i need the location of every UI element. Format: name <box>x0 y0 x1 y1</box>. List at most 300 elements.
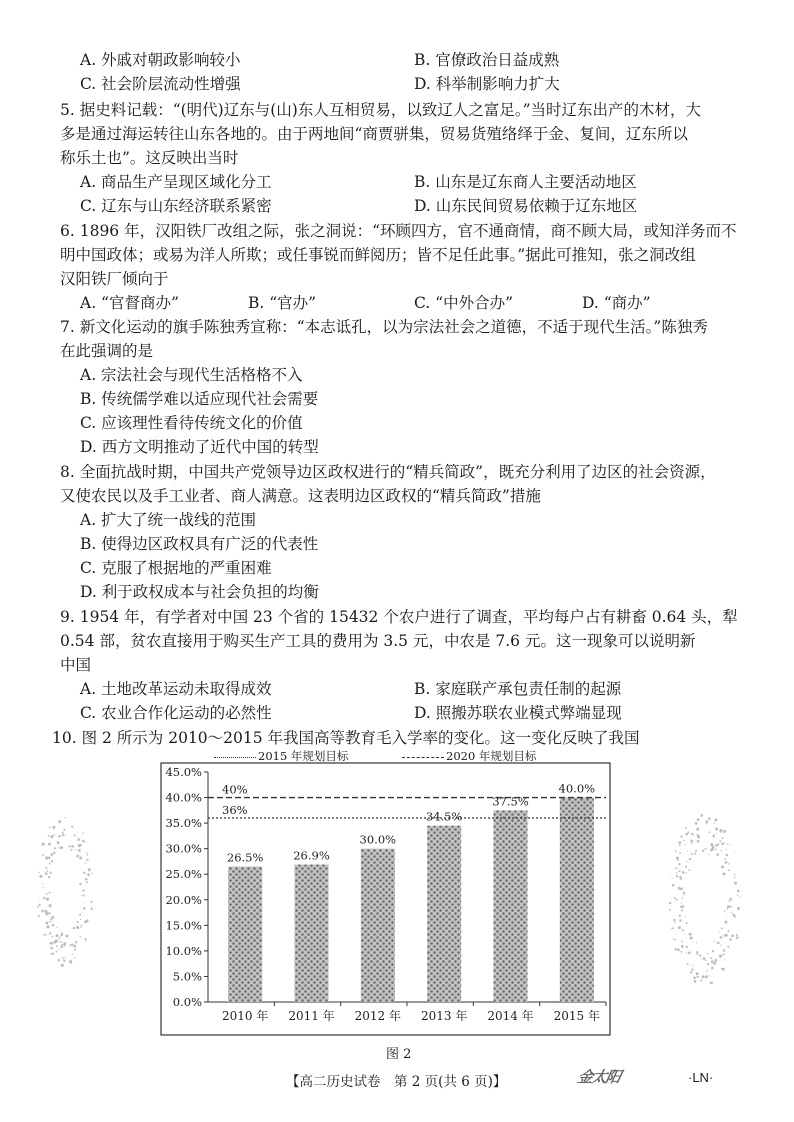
noise-dot <box>687 861 688 862</box>
noise-dot <box>53 834 55 836</box>
noise-dot <box>46 898 49 901</box>
noise-dot <box>62 832 64 834</box>
x-tick-label: 2010 年 <box>221 1009 269 1023</box>
noise-dot <box>41 910 44 913</box>
noise-dot <box>728 900 730 902</box>
y-tick-label: 35.0% <box>165 816 202 831</box>
q4-option-b: B. 官僚政治日益成熟 <box>414 51 560 69</box>
noise-dot <box>50 835 53 838</box>
bar <box>295 865 329 1002</box>
noise-dot <box>81 895 83 897</box>
bar-value-label: 34.5% <box>425 809 463 824</box>
noise-dot <box>80 919 81 920</box>
noise-dot <box>690 840 693 843</box>
region-code: ·LN· <box>688 1070 714 1085</box>
bar <box>361 849 395 1002</box>
noise-dot <box>74 835 76 837</box>
q6-stem-line-3: 汉阳铁厂倾向于 <box>60 270 169 288</box>
noise-dot <box>669 902 671 904</box>
y-tick-label: 15.0% <box>165 918 202 933</box>
noise-dot <box>725 854 728 857</box>
noise-dot <box>740 896 741 897</box>
noise-dot <box>71 849 73 851</box>
noise-dot <box>78 839 80 841</box>
noise-dot <box>720 936 723 939</box>
noise-dot <box>683 839 685 841</box>
noise-dot <box>698 827 699 828</box>
enrollment-rate-chart <box>160 762 612 1038</box>
page-footer: 【高二历史试卷 第 2 页(共 6 页)】 <box>286 1074 507 1090</box>
noise-dot <box>691 853 693 855</box>
noise-dot <box>724 858 726 860</box>
noise-dot <box>48 856 51 859</box>
noise-dot <box>690 937 693 940</box>
noise-dot <box>52 826 55 829</box>
noise-dot <box>714 959 717 962</box>
noise-dot <box>678 926 681 929</box>
noise-dot <box>719 955 722 958</box>
noise-dot <box>727 930 729 932</box>
figure-caption: 图 2 <box>386 1047 412 1062</box>
noise-dot <box>80 926 81 927</box>
bar-value-label: 37.5% <box>492 794 529 809</box>
noise-dot <box>720 945 721 946</box>
noise-dot <box>734 882 737 885</box>
noise-dot <box>676 875 678 877</box>
noise-dot <box>49 904 52 907</box>
noise-dot <box>696 942 697 943</box>
noise-dot <box>46 867 48 869</box>
publisher-logo: 金太阳 <box>575 1068 622 1086</box>
noise-dot <box>676 857 679 860</box>
noise-dot <box>75 941 77 943</box>
noise-dot <box>56 945 58 947</box>
noise-dot <box>58 959 60 961</box>
q9-stem-line-2: 0.54 部，贫农直接用于购买生产工具的费用为 3.5 元，中农是 7.6 元。这一现象可以说明新 <box>60 632 696 650</box>
noise-dot <box>84 895 86 897</box>
noise-dot <box>710 843 713 846</box>
q5-option-c: C. 辽东与山东经济联系紧密 <box>80 197 272 215</box>
noise-dot <box>60 946 63 949</box>
noise-dot <box>681 909 683 911</box>
x-tick-label: 2013 年 <box>420 1009 468 1023</box>
noise-dot <box>46 893 48 895</box>
noise-dot <box>691 969 693 971</box>
noise-dot <box>725 934 728 937</box>
noise-dot <box>696 953 698 955</box>
noise-dot <box>729 898 732 901</box>
noise-dot <box>677 949 680 952</box>
noise-dot <box>737 894 738 895</box>
noise-dot <box>90 907 92 909</box>
q9-option-d: D. 照搬苏联农业模式弊端显现 <box>414 704 622 722</box>
noise-dot <box>700 814 703 817</box>
noise-dot <box>85 842 86 843</box>
legend-label-2020: 2020 年规划目标 <box>446 749 537 763</box>
noise-dot <box>683 892 685 894</box>
noise-dot <box>716 833 717 834</box>
noise-dot <box>681 902 682 903</box>
noise-dot <box>684 933 685 934</box>
noise-dot <box>53 852 56 855</box>
noise-dot <box>731 912 732 913</box>
noise-dot <box>680 835 682 837</box>
noise-dot <box>38 915 40 917</box>
noise-dot <box>70 944 71 945</box>
noise-dot <box>63 942 66 945</box>
noise-dot <box>705 975 708 978</box>
noise-dot <box>721 866 724 869</box>
noise-dot <box>674 897 676 899</box>
noise-dot <box>84 938 86 940</box>
q6-option-c: C. “中外合办” <box>414 294 514 312</box>
noise-dot <box>85 941 86 942</box>
noise-dot <box>730 905 732 907</box>
noise-dot <box>79 844 82 847</box>
noise-dot <box>58 820 61 823</box>
noise-dot <box>65 934 68 937</box>
noise-dot <box>43 897 45 899</box>
noise-dot <box>729 863 730 864</box>
q6-stem-line-2: 明中国政体；或易为洋人所欺；或任事锐而鲜阅历；皆不足任此事。”据此可推知，张之洞改组 <box>60 246 696 264</box>
noise-dot <box>682 871 685 874</box>
noise-dot <box>83 889 85 891</box>
q7-option-b: B. 传统儒学难以适应现代社会需要 <box>80 390 319 408</box>
noise-dot <box>699 954 701 956</box>
noise-dot <box>50 921 51 922</box>
q4-option-a: A. 外戚对朝政影响较小 <box>80 51 241 69</box>
noise-dot <box>700 958 701 959</box>
noise-dot <box>710 848 713 851</box>
noise-dot <box>82 832 84 834</box>
noise-dot <box>724 959 725 960</box>
noise-dot <box>720 831 722 833</box>
noise-dot <box>719 932 720 933</box>
noise-dot <box>685 844 686 845</box>
noise-dot <box>682 897 683 898</box>
y-tick-label: 10.0% <box>165 943 202 958</box>
noise-dot <box>688 951 691 954</box>
noise-dot <box>58 938 59 939</box>
noise-dot <box>682 905 685 908</box>
noise-dot <box>686 922 688 924</box>
noise-dot <box>706 820 709 823</box>
q9-stem-line-1: 9. 1954 年，有学者对中国 23 个省的 15432 个农户进行了调查，平均每户占有耕畜 0.64 头，犁 <box>60 608 738 626</box>
noise-dot <box>88 868 91 871</box>
reference-line-label: 40% <box>222 782 248 797</box>
noise-dot <box>688 869 690 871</box>
noise-dot <box>676 872 678 874</box>
noise-dot <box>673 919 675 921</box>
noise-dot <box>79 914 81 916</box>
noise-dot <box>69 960 72 963</box>
noise-dot <box>727 946 729 948</box>
noise-dot <box>712 950 714 952</box>
q6-option-d: D. “商办” <box>582 294 651 312</box>
noise-dot <box>58 847 59 848</box>
noise-dot <box>82 840 85 843</box>
x-tick-label: 2011 年 <box>288 1009 335 1023</box>
noise-dot <box>702 975 705 978</box>
noise-dot <box>694 980 697 983</box>
noise-dot <box>74 849 75 850</box>
q5-option-b: B. 山东是辽东商人主要活动地区 <box>414 173 637 191</box>
noise-dot <box>683 887 684 888</box>
noise-dot <box>706 823 708 825</box>
noise-dot <box>693 834 694 835</box>
noise-dot <box>48 835 50 837</box>
noise-dot <box>58 939 59 940</box>
noise-dot <box>79 883 82 886</box>
noise-dot <box>87 854 89 856</box>
noise-dot <box>722 837 724 839</box>
noise-dot <box>38 872 40 874</box>
noise-dot <box>697 818 700 821</box>
noise-dot <box>77 840 78 841</box>
noise-dot <box>70 963 71 964</box>
q10-stem-line-1: 10. 图 2 所示为 2010～2015 年我国高等教育毛入学率的变化。这一变化反映了我国 <box>52 729 640 747</box>
q8-option-d: D. 利于政权成本与社会负担的均衡 <box>80 583 319 601</box>
bar <box>560 798 594 1002</box>
noise-dot <box>727 905 730 908</box>
bar-value-label: 40.0% <box>558 781 596 796</box>
legend-dotted-line <box>214 757 256 758</box>
noise-dot <box>687 851 688 852</box>
noise-dot <box>707 963 709 965</box>
noise-dot <box>679 888 681 890</box>
y-tick-label: 45.0% <box>165 765 202 779</box>
noise-dot <box>696 951 698 953</box>
noise-dot <box>59 936 60 937</box>
noise-dot <box>708 975 709 976</box>
noise-dot <box>74 957 75 958</box>
q6-stem-line-1: 6. 1896 年，汉阳铁厂改组之际，张之洞说：“环顾四方，官不通商情，商不顾大局，或知洋务而不 <box>60 222 737 240</box>
noise-dot <box>687 832 689 834</box>
y-tick-label: 40.0% <box>165 790 202 805</box>
noise-dot <box>51 942 54 945</box>
noise-dot <box>58 949 59 950</box>
noise-dot <box>725 861 728 864</box>
x-tick-label: 2012 年 <box>354 1009 402 1023</box>
q7-option-a: A. 宗法社会与现代生活格格不入 <box>80 366 303 384</box>
noise-dot <box>45 922 48 925</box>
noise-dot <box>727 843 728 844</box>
noise-dot <box>692 965 693 966</box>
noise-dot <box>731 934 734 937</box>
q9-stem-line-3: 中国 <box>60 656 92 674</box>
noise-dot <box>60 846 63 849</box>
q7-option-c: C. 应该理性看待传统文化的价值 <box>80 414 303 432</box>
noise-dot <box>56 927 57 928</box>
noise-dot <box>45 872 48 875</box>
noise-dot <box>49 922 50 923</box>
noise-dot <box>675 850 677 852</box>
noise-dot <box>80 936 81 937</box>
y-tick-label: 30.0% <box>165 841 202 856</box>
noise-dot <box>669 909 671 911</box>
x-tick-label: 2015 年 <box>553 1009 601 1023</box>
noise-dot <box>695 850 697 852</box>
noise-dot <box>81 925 83 927</box>
noise-dot <box>680 878 682 880</box>
noise-dot <box>51 860 53 862</box>
noise-dot <box>85 862 86 863</box>
noise-dot <box>81 912 82 913</box>
noise-dot <box>76 926 79 929</box>
noise-dot <box>48 912 50 914</box>
noise-dot <box>674 948 676 950</box>
noise-dot <box>736 934 738 936</box>
noise-dot <box>711 967 714 970</box>
noise-dot <box>737 907 740 910</box>
noise-dot <box>83 871 85 873</box>
noise-dot <box>674 922 675 923</box>
noise-dot <box>734 915 736 917</box>
noise-dot <box>86 859 88 861</box>
noise-dot <box>46 870 48 872</box>
q8-stem-line-1: 8. 全面抗战时期，中国共产党领导边区政权进行的“精兵简政”，既充分利用了边区的社会资源， <box>60 463 716 481</box>
noise-dot <box>50 918 52 920</box>
noise-dot <box>715 844 717 846</box>
noise-dot <box>76 854 79 857</box>
y-tick-label: 0.0% <box>172 995 202 1009</box>
q4-option-c: C. 社会阶层流动性增强 <box>80 75 241 93</box>
noise-dot <box>686 952 687 953</box>
noise-dot <box>48 876 50 878</box>
noise-dot <box>49 863 51 865</box>
noise-dot <box>723 872 726 875</box>
noise-dot <box>73 927 75 929</box>
q5-option-d: D. 山东民间贸易依赖于辽东地区 <box>414 197 638 215</box>
noise-dot <box>62 834 64 836</box>
noise-dot <box>681 941 683 943</box>
noise-dot <box>42 843 45 846</box>
noise-dot <box>71 826 73 828</box>
noise-dot <box>711 982 713 984</box>
bar-value-label: 26.9% <box>293 848 330 863</box>
noise-dot <box>79 857 82 860</box>
noise-dot <box>681 951 683 953</box>
q5-stem-line-2: 多是通过海运转往山东各地的。由于两地间“商贾骈集，贸易货殖络绎于金、复间，辽东所以 <box>60 125 688 143</box>
noise-dot <box>61 932 63 934</box>
noise-dot <box>675 867 677 869</box>
noise-dot <box>86 881 88 883</box>
noise-dot <box>49 892 51 894</box>
scan-noise-left <box>30 800 100 980</box>
noise-dot <box>717 829 718 830</box>
noise-dot <box>715 849 717 851</box>
legend-dashed-line <box>402 757 444 758</box>
x-tick-label: 2014 年 <box>487 1009 534 1023</box>
noise-dot <box>62 957 64 959</box>
noise-dot <box>83 907 86 910</box>
noise-dot <box>736 936 739 939</box>
noise-dot <box>65 835 66 836</box>
noise-dot <box>56 951 58 953</box>
noise-dot <box>685 946 687 948</box>
noise-dot <box>52 924 55 927</box>
noise-dot <box>51 936 53 938</box>
noise-dot <box>697 840 700 843</box>
noise-dot <box>714 823 715 824</box>
noise-dot <box>724 911 726 913</box>
noise-dot <box>737 890 740 893</box>
noise-dot <box>705 848 707 850</box>
noise-dot <box>693 841 694 842</box>
noise-dot <box>50 853 53 856</box>
noise-dot <box>712 835 715 838</box>
noise-dot <box>64 817 65 818</box>
bar-value-label: 30.0% <box>359 832 397 847</box>
noise-dot <box>721 927 723 929</box>
noise-dot <box>687 963 689 965</box>
noise-dot <box>61 944 63 946</box>
noise-dot <box>697 976 699 978</box>
noise-dot <box>45 934 47 936</box>
q8-option-a: A. 扩大了统一战线的范围 <box>80 511 257 529</box>
noise-dot <box>74 949 76 951</box>
noise-dot <box>43 935 44 936</box>
q8-option-c: C. 克服了根据地的严重困难 <box>80 559 272 577</box>
noise-dot <box>705 960 707 962</box>
noise-dot <box>48 843 51 846</box>
noise-dot <box>84 920 87 923</box>
q5-stem-line-1: 5. 据史料记载：“(明代)辽东与(山)东人互相贸易，以致辽人之富足。”当时辽东出产的木材，大 <box>60 101 702 119</box>
noise-dot <box>86 852 87 853</box>
noise-dot <box>43 887 44 888</box>
noise-dot <box>59 941 60 942</box>
noise-dot <box>73 945 76 948</box>
legend-label-2015: 2015 年规划目标 <box>258 749 349 763</box>
noise-dot <box>691 842 693 844</box>
q7-stem-line-1: 7. 新文化运动的旗手陈独秀宣称：“本志诋孔，以为宗法社会之道德，不适于现代生活。”陈独秀 <box>60 318 708 336</box>
noise-dot <box>679 919 682 922</box>
noise-dot <box>71 845 74 848</box>
noise-dot <box>720 840 722 842</box>
noise-dot <box>685 916 686 917</box>
noise-dot <box>51 952 54 955</box>
y-tick-label: 20.0% <box>165 892 202 907</box>
noise-dot <box>45 857 48 860</box>
noise-dot <box>87 873 90 876</box>
noise-dot <box>59 930 60 931</box>
bar <box>228 867 262 1002</box>
noise-dot <box>671 927 673 929</box>
noise-dot <box>709 831 711 833</box>
q7-stem-line-2: 在此强调的是 <box>60 342 154 360</box>
noise-dot <box>85 878 88 881</box>
noise-dot <box>91 872 92 873</box>
noise-dot <box>711 960 714 963</box>
noise-dot <box>723 949 725 951</box>
noise-dot <box>717 942 720 945</box>
noise-dot <box>38 904 40 906</box>
noise-dot <box>697 834 699 836</box>
noise-dot <box>69 847 70 848</box>
noise-dot <box>724 921 727 924</box>
noise-dot <box>63 829 65 831</box>
noise-dot <box>679 915 681 917</box>
noise-dot <box>673 938 675 940</box>
noise-dot <box>689 933 692 936</box>
noise-dot <box>676 899 678 901</box>
noise-dot <box>710 818 711 819</box>
noise-dot <box>726 917 727 918</box>
noise-dot <box>734 873 736 875</box>
noise-dot <box>38 899 39 900</box>
noise-dot <box>696 972 699 975</box>
noise-dot <box>50 872 52 874</box>
